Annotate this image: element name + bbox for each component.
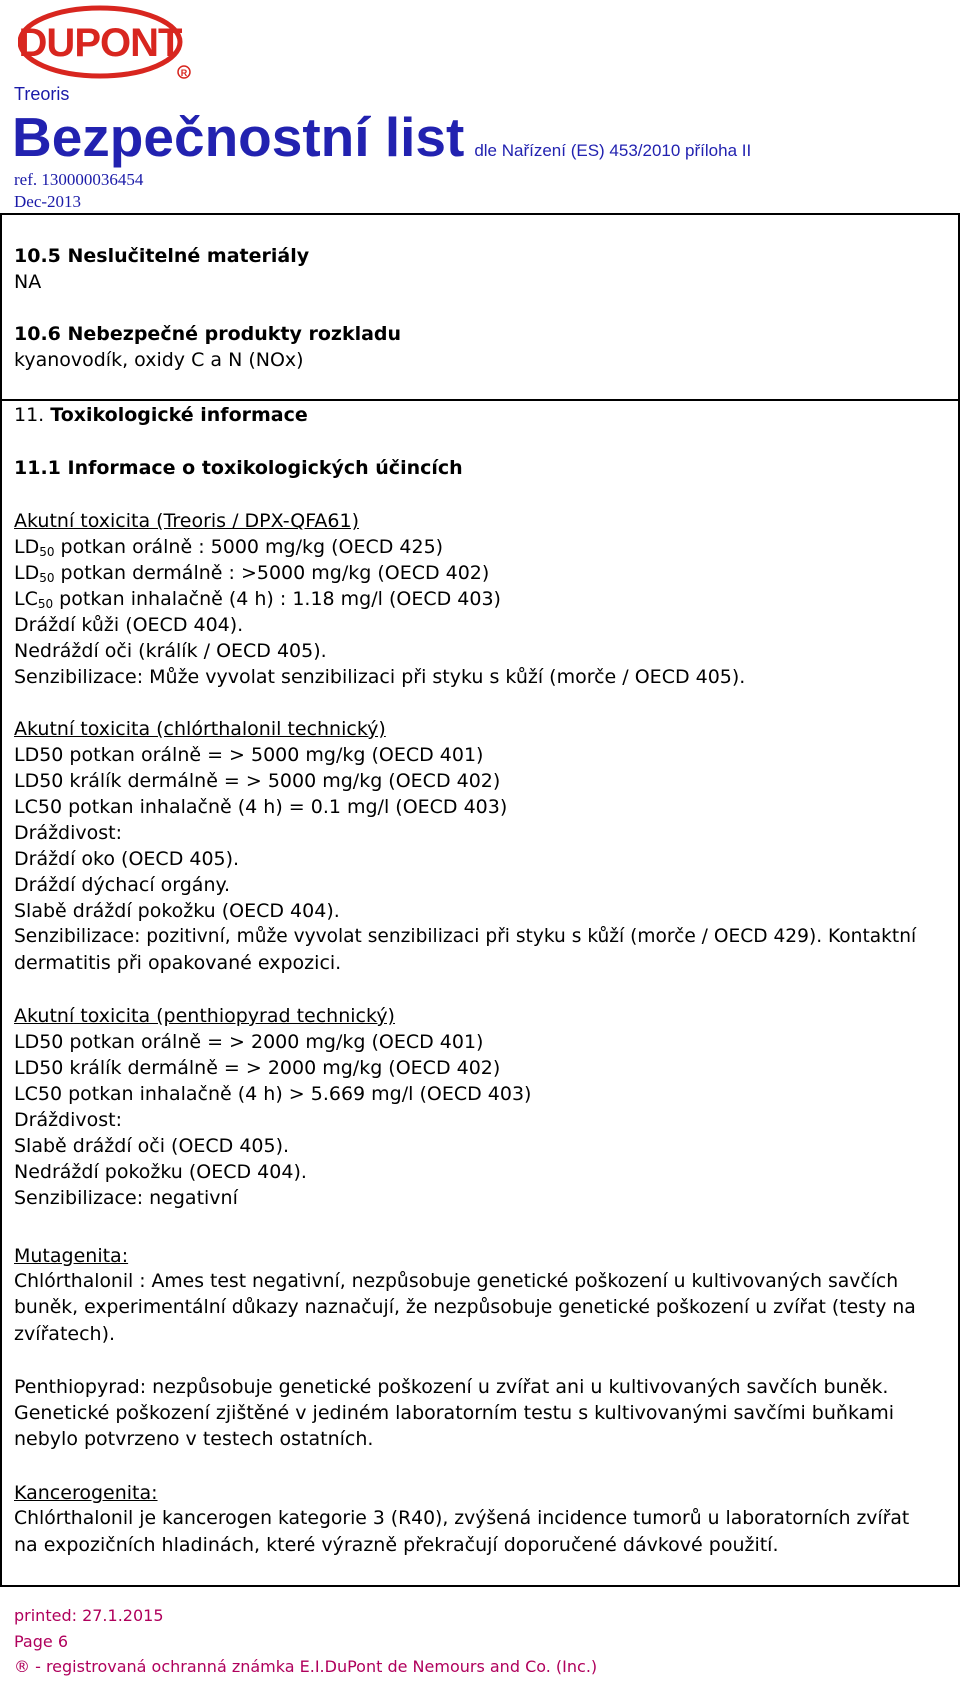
chlorothalonil-line-8: Senzibilizace: pozitivní, může vyvolat senzibilizaci při styku s kůží (morče / OECD 429). Kontaktní xyxy=(14,926,917,947)
treoris-line-6: Senzibilizace: Může vyvolat senzibilizaci při styku s kůží (morče / OECD 405). xyxy=(14,666,746,688)
carcinogenicity-title: Kancerogenita: xyxy=(14,1482,158,1504)
carcinogenicity-line-2: na expozičních hladinách, které výrazně překračují doporučené dávkové použití. xyxy=(14,1534,779,1556)
page-number: Page 6 xyxy=(14,1632,68,1651)
chlorothalonil-line-1: LD50 potkan orálně = > 5000 mg/kg (OECD 401) xyxy=(14,744,484,766)
s11-number: 11. xyxy=(14,404,45,426)
mutagenicity-line-4: Penthiopyrad: nezpůsobuje genetické poškození u zvířat ani u kultivovaných savčích buněk. xyxy=(14,1376,889,1398)
chlorothalonil-toxicity-title: Akutní toxicita (chlórthalonil technický) xyxy=(14,718,386,740)
mutagenicity-line-5: Genetické poškození zjištěné v jediném laboratorním testu s kultivovanými savčími buňkami xyxy=(14,1402,895,1424)
penthiopyrad-line-2: LD50 králík dermálně = > 2000 mg/kg (OECD 402) xyxy=(14,1057,501,1079)
s111-heading: 11.1 Informace o toxikologických účincích xyxy=(14,457,463,479)
penthiopyrad-line-6: Nedráždí pokožku (OECD 404). xyxy=(14,1161,307,1183)
regulation-reference: dle Nařízení (ES) 453/2010 příloha II xyxy=(474,141,752,160)
s106-heading: 10.6 Nebezpečné produkty rozkladu xyxy=(14,323,402,345)
mutagenicity-line-1: Chlórthalonil : Ames test negativní, nezpůsobuje genetické poškození u kultivovaných savčích xyxy=(14,1271,899,1292)
penthiopyrad-line-5: Slabě dráždí oči (OECD 405). xyxy=(14,1135,290,1157)
mutagenicity-line-6: nebylo potvrzeno v testech ostatních. xyxy=(14,1428,374,1450)
treoris-line-1: $LD_{50}$ potkan orálně : 5000 mg/kg (OECD 425) xyxy=(14,536,444,559)
chlorothalonil-line-6: Dráždí dýchací orgány. xyxy=(14,874,231,896)
carcinogenicity-line-1: Chlórthalonil je kancerogen kategorie 3 (R40), zvýšená incidence tumorů u laboratorních zvířat xyxy=(14,1508,910,1529)
penthiopyrad-line-1: LD50 potkan orálně = > 2000 mg/kg (OECD 401) xyxy=(14,1031,484,1053)
penthiopyrad-line-7: Senzibilizace: negativní xyxy=(14,1187,238,1209)
product-name: Treoris xyxy=(14,84,70,104)
treoris-line-4: Dráždí kůži (OECD 404). xyxy=(14,614,244,636)
s106-text: kyanovodík, oxidy C a N (NOx) xyxy=(14,349,304,371)
dupont-logo xyxy=(18,4,194,84)
chlorothalonil-line-4: Dráždivost: xyxy=(14,822,123,844)
treoris-toxicity-title: Akutní toxicita (Treoris / DPX-QFA61) xyxy=(14,510,359,532)
penthiopyrad-line-4: Dráždivost: xyxy=(14,1109,123,1131)
s11-title: Toxikologické informace xyxy=(50,404,308,426)
svg-text:R: R xyxy=(180,68,188,78)
logo-wordmark: DUPONT xyxy=(18,21,182,65)
penthiopyrad-line-3: LC50 potkan inhalačně (4 h) > 5.669 mg/l (OECD 403) xyxy=(14,1083,532,1105)
mutagenicity-line-3: zvířatech). xyxy=(14,1323,116,1345)
chlorothalonil-line-3: LC50 potkan inhalačně (4 h) = 0.1 mg/l (OECD 403) xyxy=(14,796,508,818)
penthiopyrad-toxicity-title: Akutní toxicita (penthiopyrad technický) xyxy=(14,1005,395,1027)
treoris-line-5: Nedráždí oči (králík / OECD 405). xyxy=(14,640,327,662)
chlorothalonil-line-5: Dráždí oko (OECD 405). xyxy=(14,848,240,870)
title-text: Bezpečnostní list xyxy=(12,106,465,168)
treoris-line-3: $LC_{50}$ potkan inhalačně (4 h) : 1.18 mg/l (OECD 403) xyxy=(14,588,501,611)
treoris-line-2: $LD_{50}$ potkan dermálně : >5000 mg/kg (OECD 402) xyxy=(14,562,490,585)
s105-heading: 10.5 Neslučitelné materiály xyxy=(14,245,310,267)
trademark-notice: ® - registrovaná ochranná známka E.I.DuPont de Nemours and Co. (Inc.) xyxy=(14,1657,598,1676)
chlorothalonil-line-7: Slabě dráždí pokožku (OECD 404). xyxy=(14,900,340,922)
chlorothalonil-line-2: LD50 králík dermálně = > 5000 mg/kg (OECD 402) xyxy=(14,770,501,792)
s11-heading xyxy=(14,402,308,428)
chlorothalonil-line-9: dermatitis při opakované expozici. xyxy=(14,952,342,974)
printed-date: printed: 27.1.2015 xyxy=(14,1606,164,1625)
mutagenicity-line-2: buněk, experimentální důkazy naznačují, že nezpůsobuje genetické poškození u zvířat (testy na xyxy=(14,1297,916,1318)
mutagenicity-title: Mutagenita: xyxy=(14,1245,129,1267)
document-ref: ref. 130000036454 xyxy=(14,170,144,189)
s105-text: NA xyxy=(14,271,42,293)
document-date: Dec-2013 xyxy=(14,192,82,211)
